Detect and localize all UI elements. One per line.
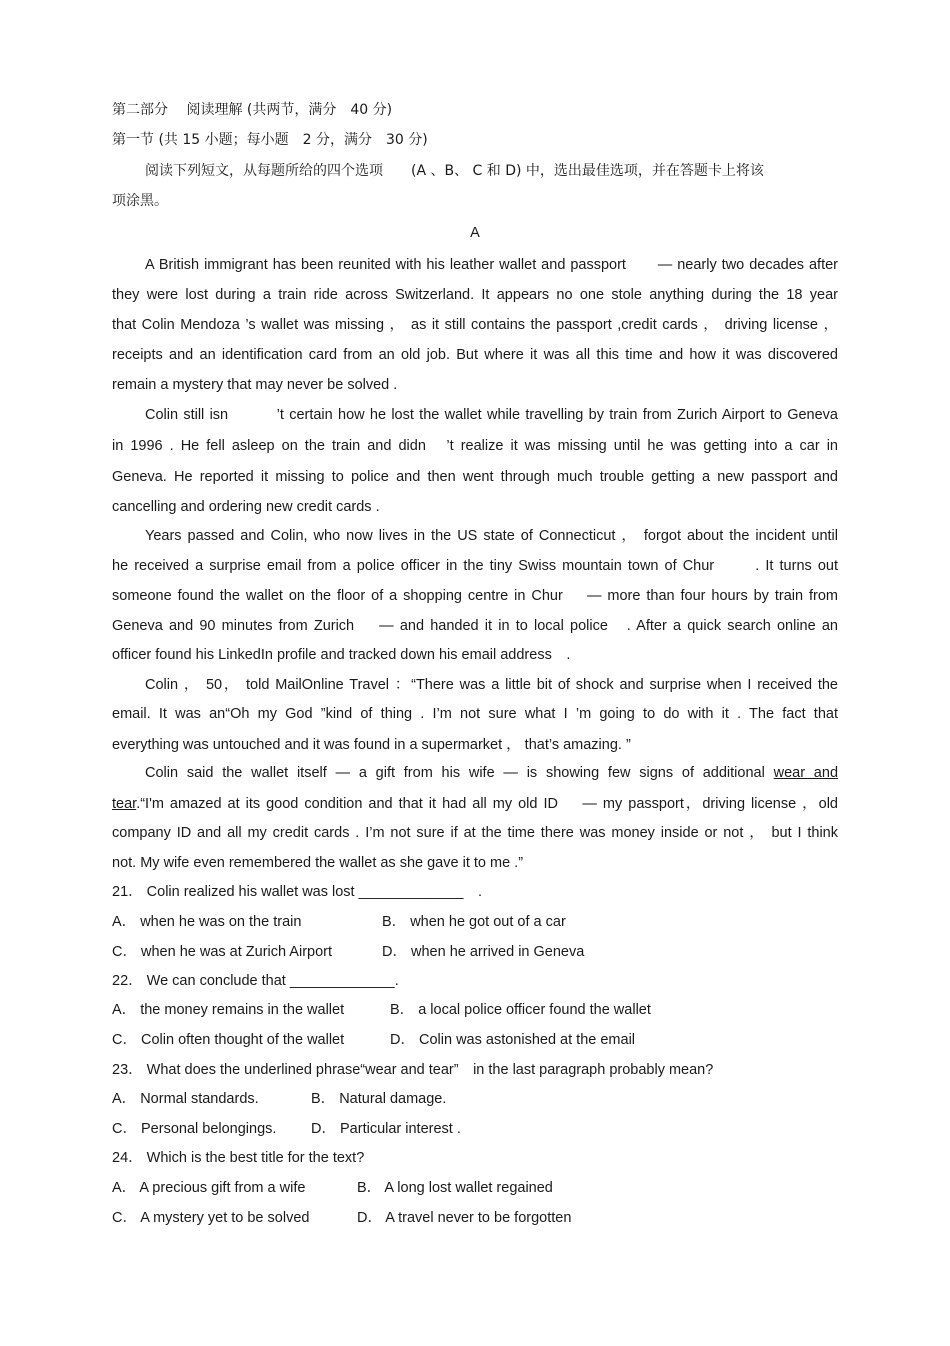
passage-line: they were lost during a train ride across Switzerland. It appears no one stole anything during the 18 year [112, 287, 838, 303]
question-stem: 24． Which is the best title for the text? [112, 1150, 365, 1166]
answer-option[interactable]: B． A long lost wallet regained [357, 1180, 553, 1196]
passage-line [145, 763, 838, 783]
part-heading: 第二部分 阅读理解 (共两节，满分 40 分) [112, 102, 393, 118]
passage-line: A British immigrant has been reunited with his leather wallet and passport — nearly two decades after [145, 257, 838, 273]
answer-option[interactable]: A． when he was on the train [112, 914, 302, 930]
answer-option[interactable]: B． when he got out of a car [382, 914, 566, 930]
passage-line: Colin still isn ’t certain how he lost the wallet while travelling by train from Zurich Airport to Geneva [145, 407, 838, 423]
passage-line: Years passed and Colin, who now lives in the US state of Connecticut ， forgot about the incident until [145, 528, 838, 544]
passage-text: Colin said the wallet itself — a gift from his wife — is showing few signs of additional [145, 765, 774, 781]
passage-text: .“I'm amazed at its good condition and that it had all my old ID — my passport，driving license ，old [136, 796, 838, 812]
answer-option[interactable]: A． A precious gift from a wife [112, 1180, 306, 1196]
question-stem: 21． Colin realized his wallet was lost _____________ . [112, 884, 482, 900]
answer-option[interactable]: B． a local police officer found the wallet [390, 1002, 651, 1018]
passage-line: email. It was an“Oh my God ”kind of thing . I’m not sure what I ’m going to do with it . The fact that [112, 706, 838, 722]
passage-line: that Colin Mendoza ’s wallet was missing ， as it still contains the passport ,credit cards ， driving license ， [112, 317, 838, 333]
question-stem: 22． We can conclude that _____________. [112, 973, 399, 989]
passage-line: receipts and an identification card from an old job. But where it was all this time and how it was discovered [112, 347, 838, 363]
answer-option[interactable]: D． when he arrived in Geneva [382, 944, 585, 960]
answer-option[interactable]: A． Normal standards. [112, 1091, 259, 1107]
answer-option[interactable]: C． Personal belongings. [112, 1121, 277, 1137]
answer-option[interactable]: B． Natural damage. [311, 1091, 447, 1107]
section-heading: 第一节 (共 15 小题；每小题 2 分，满分 30 分) [112, 132, 428, 148]
passage-line: cancelling and ordering new credit cards . [112, 499, 380, 515]
question-stem: 23． What does the underlined phrase“wear and tear” in the last paragraph probably mean? [112, 1062, 714, 1078]
answer-option[interactable]: C． A mystery yet to be solved [112, 1210, 310, 1226]
instruction-line: 阅读下列短文，从每题所给的四个选项 (A 、B、 C 和 D) 中，选出最佳选项，并在答题卡上将该 [145, 163, 764, 179]
answer-option[interactable]: D． A travel never to be forgotten [357, 1210, 572, 1226]
passage-line: someone found the wallet on the floor of a shopping centre in Chur — more than four hours by train from [112, 588, 838, 604]
instruction-line: 项涂黑。 [112, 193, 168, 209]
passage-line: everything was untouched and it was found in a supermarket ， that’s amazing. ” [112, 737, 631, 753]
passage-line: Colin ， 50， told MailOnline Travel ：“There was a little bit of shock and surprise when I received the [145, 677, 838, 693]
passage-line: officer found his LinkedIn profile and tracked down his email address . [112, 647, 571, 663]
answer-option[interactable]: A． the money remains in the wallet [112, 1002, 345, 1018]
passage-line [112, 794, 838, 814]
answer-option[interactable]: D． Colin was astonished at the email [390, 1032, 636, 1048]
answer-option[interactable]: C． when he was at Zurich Airport [112, 944, 333, 960]
passage-label: A [470, 225, 480, 241]
passage-line: Geneva. He reported it missing to police and then went through much trouble getting a new passport and [112, 469, 838, 485]
answer-option[interactable]: C． Colin often thought of the wallet [112, 1032, 345, 1048]
underlined-phrase: tear [112, 796, 137, 812]
passage-line: Geneva and 90 minutes from Zurich — and handed it in to local police . After a quick search online an [112, 618, 838, 634]
passage-line: he received a surprise email from a police officer in the tiny Swiss mountain town of Chur . It turns out [112, 558, 838, 574]
passage-line: remain a mystery that may never be solved . [112, 377, 398, 393]
underlined-phrase: wear and [773, 765, 839, 781]
passage-line: not. My wife even remembered the wallet as she gave it to me .” [112, 855, 524, 871]
passage-line: company ID and all my credit cards . I’m not sure if at the time there was money inside or not ， but I think [112, 825, 838, 841]
passage-line: in 1996 . He fell asleep on the train and didn ’t realize it was missing until he was getting into a car in [112, 438, 838, 454]
answer-option[interactable]: D． Particular interest . [311, 1121, 461, 1137]
